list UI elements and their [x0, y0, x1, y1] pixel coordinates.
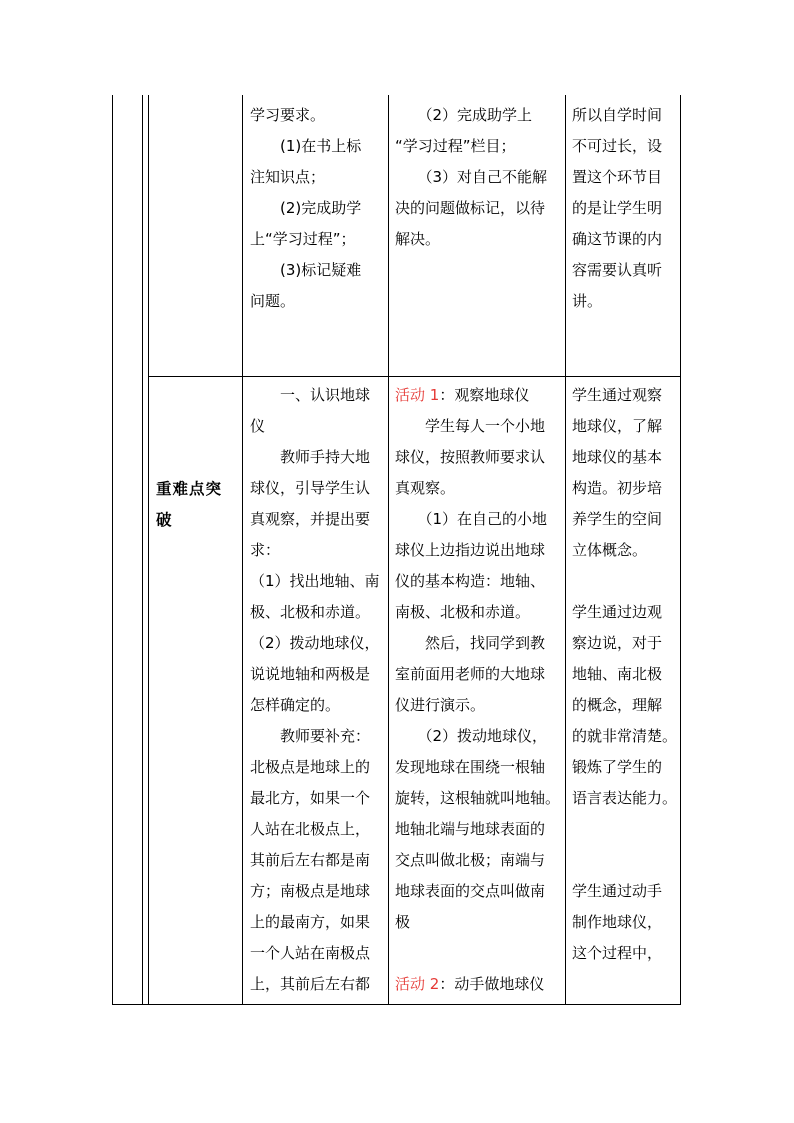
text-line: 怎样确定的。 — [250, 696, 341, 714]
text-line: 室前面用老师的大地球 — [395, 665, 546, 683]
table-border-left — [112, 95, 113, 1005]
text-line: 方；南极点是地球 — [250, 882, 371, 900]
text-line: 解决。 — [395, 230, 441, 248]
text-line: 地球表面的交点叫做南 — [395, 882, 546, 900]
text-line: 上“学习过程”； — [250, 230, 356, 248]
text-line: 决的问题做标记，以待 — [395, 199, 546, 217]
text-line: 的概念，理解 — [572, 696, 663, 714]
text-line: 真观察，并提出要 — [250, 510, 371, 528]
text-line: 北极点是地球上的 — [250, 758, 371, 776]
row1-content-cell — [250, 100, 384, 317]
text-line: 教师要补充： — [250, 727, 371, 745]
text-line: 察边说，对于 — [572, 634, 663, 652]
text-line: 一个人站在南极点 — [250, 944, 371, 962]
text-line: 构造。初步培 — [572, 479, 663, 497]
text-line: 注知识点； — [250, 168, 326, 186]
text-line: 一、认识地球 — [250, 386, 371, 404]
text-line: 地球仪，了解 — [572, 417, 663, 435]
table-divider-5 — [565, 95, 566, 1005]
text-line: 求： — [250, 541, 281, 559]
row2-intent-cell — [572, 380, 678, 969]
text-line: 问题。 — [250, 292, 296, 310]
text-line: 球仪上边指边说出地球 — [395, 541, 546, 559]
text-line: 然后，找同学到教 — [395, 634, 546, 652]
text-line: 所以自学时间 — [572, 106, 663, 124]
text-line: 上，其前后左右都 — [250, 975, 371, 993]
text-line: 说说地轴和两极是 — [250, 665, 371, 683]
section-label-line: 重难点突 — [156, 480, 223, 498]
table-border-right — [680, 95, 681, 1005]
activity-2-heading — [395, 969, 563, 1000]
text-line: 南极、北极和赤道。 — [395, 603, 531, 621]
table-divider-1 — [142, 95, 143, 1005]
text-line: (3)标记疑难 — [250, 261, 362, 279]
text-line: 仪 — [250, 417, 266, 435]
text-line: 地轴北端与地球表面的 — [395, 820, 546, 838]
activity-1-title: ：观察地球仪 — [439, 386, 530, 404]
table-divider-3 — [242, 95, 243, 1005]
row2-student-cell — [395, 380, 563, 1000]
text-line: 的是让学生明 — [572, 199, 663, 217]
text-line: 地球仪的基本 — [572, 448, 663, 466]
text-line — [572, 566, 678, 597]
text-line: 容需要认真听 — [572, 261, 663, 279]
text-line: 极、北极和赤道。 — [250, 603, 371, 621]
row1-student-cell — [395, 100, 563, 255]
text-line: （3）对自己不能解 — [395, 168, 548, 186]
text-line: 最北方，如果一个 — [250, 789, 371, 807]
text-line: 上的最南方，如果 — [250, 913, 371, 931]
text-line: 极 — [395, 913, 411, 931]
section-label-line: 破 — [156, 511, 173, 529]
row1-intent-cell — [572, 100, 678, 317]
text-line — [572, 845, 678, 876]
text-line: 人站在北极点上， — [250, 820, 371, 838]
text-line: 学生通过边观 — [572, 603, 663, 621]
text-line: 不可过长，设 — [572, 137, 663, 155]
spacer-line — [395, 938, 563, 969]
text-line: (2)完成助学 — [250, 199, 362, 217]
text-line: 的就非常清楚。 — [572, 727, 678, 745]
text-line: 置这个环节目 — [572, 168, 663, 186]
text-line: 养学生的空间 — [572, 510, 663, 528]
text-line: （1）找出地轴、南 — [250, 572, 380, 590]
text-line: （2）完成助学上 — [395, 106, 533, 124]
text-line: 立体概念。 — [572, 541, 648, 559]
row2-content-cell — [250, 380, 384, 1000]
text-line: 交点叫做北极；南端与 — [395, 851, 546, 869]
text-line: （2）拨动地球仪， — [395, 727, 548, 745]
text-line: 学生通过动手 — [572, 882, 663, 900]
text-line: 学习要求。 — [250, 106, 326, 124]
activity-2-title: ：动手做地球仪 — [439, 975, 545, 993]
text-line: （1）在自己的小地 — [395, 510, 548, 528]
text-line: 学生通过观察 — [572, 386, 663, 404]
text-line: 仪进行演示。 — [395, 696, 486, 714]
activity-1-heading — [395, 380, 563, 411]
text-line: 真观察。 — [395, 479, 456, 497]
text-line: 球仪，引导学生认 — [250, 479, 371, 497]
text-line: (1)在书上标 — [250, 137, 362, 155]
text-line: 其前后左右都是南 — [250, 851, 371, 869]
text-line: 旋转，这根轴就叫地轴。 — [395, 789, 561, 807]
text-line: 球仪，按照教师要求认 — [395, 448, 546, 466]
table-divider-2 — [148, 95, 149, 1005]
row-divider — [148, 376, 680, 377]
text-line: 教师手持大地 — [250, 448, 371, 466]
table-border-bottom — [112, 1004, 681, 1005]
text-line: 语言表达能力。 — [572, 789, 678, 807]
activity-1-label: 活动 1 — [395, 386, 440, 404]
text-line: 这个过程中， — [572, 944, 663, 962]
text-line: 确这节课的内 — [572, 230, 663, 248]
table-divider-4 — [388, 95, 389, 1005]
text-line: 发现地球在围绕一根轴 — [395, 758, 546, 776]
text-line: 仪的基本构造：地轴、 — [395, 572, 546, 590]
text-line: 制作地球仪， — [572, 913, 663, 931]
text-line: 学生每人一个小地 — [395, 417, 546, 435]
text-line: （2）拨动地球仪， — [250, 634, 380, 652]
activity-2-label: 活动 2 — [395, 975, 440, 993]
text-line: 地轴、南北极 — [572, 665, 663, 683]
text-line: “学习过程”栏目； — [395, 137, 516, 155]
text-line — [572, 814, 678, 845]
text-line: 锻炼了学生的 — [572, 758, 663, 776]
text-line: 讲。 — [572, 292, 603, 310]
section-label — [156, 474, 240, 536]
